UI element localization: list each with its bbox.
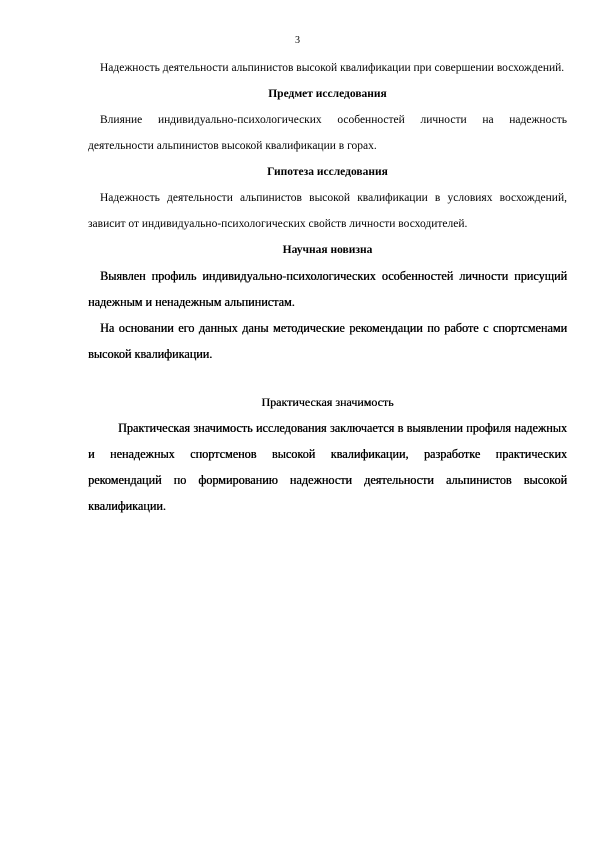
- novelty-paragraph-2: На основании его данных даны методические рекомендации по работе с спортсменами высокой квалификации.: [88, 321, 567, 361]
- subject-paragraph: Влияние индивидуально-психологических особенностей личности на надежность деятельности альпинистов высокой квалификации в горах.: [88, 114, 567, 152]
- intro-paragraph: Надежность деятельности альпинистов высокой квалификации при совершении восхождений.: [100, 62, 565, 74]
- page-content: [88, 55, 567, 519]
- hypothesis-heading: Гипотеза исследования: [267, 166, 388, 178]
- significance-heading: Практическая значимость: [261, 395, 394, 409]
- subject-heading: Предмет исследования: [268, 88, 387, 100]
- page-number: 3: [295, 35, 300, 46]
- significance-paragraph: Практическая значимость исследования заключается в выявлении профиля надежных и ненадежных спортсменов высокой квалификации, разработке практических рекомендаций по формированию надежности деятельности альпинистов высокой квалификации.: [88, 421, 567, 513]
- hypothesis-paragraph: Надежность деятельности альпинистов высокой квалификации в условиях восхождений, зависит от индивидуально-психологических свойств личности восходителей.: [88, 192, 567, 230]
- novelty-heading: Научная новизна: [282, 244, 373, 256]
- novelty-paragraph-1: Выявлен профиль индивидуально-психологических особенностей личности присущий надежным и ненадежным альпинистам.: [88, 269, 567, 309]
